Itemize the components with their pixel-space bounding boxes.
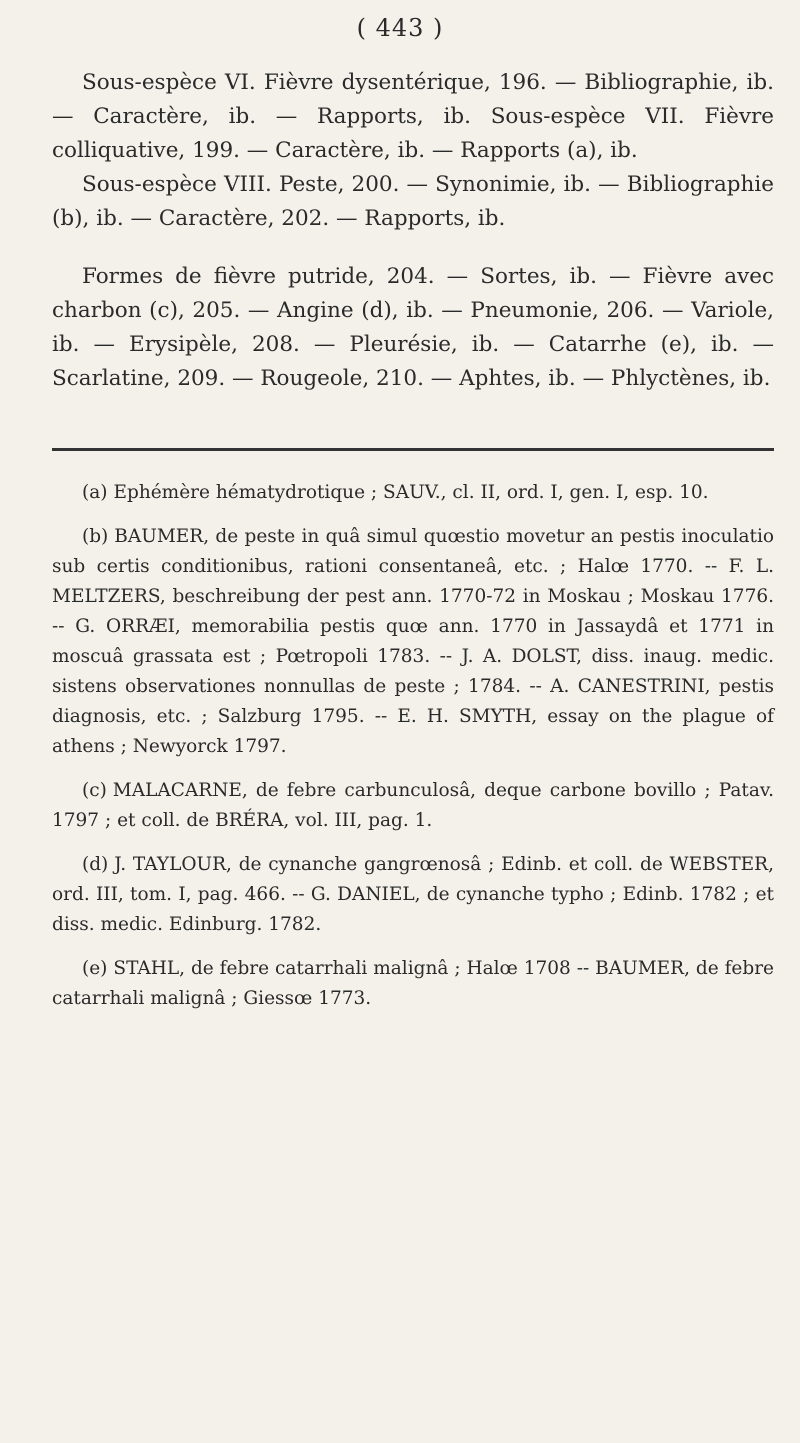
paragraph-plague: Sous-espèce VIII. Peste, 200. — Synonimie, ib. — Bibliographie (b), ib. — Caractère, 202. — Rapports, ib. [52,172,774,231]
footnote-text: MALACARNE, de febre carbunculosâ, deque carbone bovillo ; Patav. 1797 ; et coll. de BRÉRA, vol. III, pag. 1. [52,780,774,831]
footnote-text: BAUMER, de peste in quâ simul quœstio movetur an pestis inoculatio sub certis conditionibus, rationi consentaneâ, etc. ; Halœ 1770. -- F. L. MELTZERS, beschreibung der pest ann. 1770-72 in Moskau ; Moskau 1776. -- G. ORRÆI, memorabilia pestis quœ ann. 1770 in Jassaydâ et 1771 in moscuâ grassata est ; Pœtropoli 1783. -- J. A. DOLST, diss. inaug. medic. sistens observationes nonnullas de peste ; 1784. -- A. CANESTRINI, pestis diagnosis, etc. ; Salzburg 1795. -- E. H. SMYTH, essay on the plague of athens ; Newyorck 1797. [52,526,774,757]
footnote-key: (d) [82,854,109,875]
footnote-e [52,954,774,1014]
footnote-text: STAHL, de febre catarrhali malignâ ; Halœ 1708 -- BAUMER, de febre catarrhali malignâ ; Giessœ 1773. [52,958,774,1009]
footnote-text: J. TAYLOUR, de cynanche gangrœnosâ ; Edinb. et coll. de WEBSTER, ord. III, tom. I, pag. 466. -- G. DANIEL, de cynanche typho ; Edinb. 1782 ; et diss. medic. Edinburg. 1782. [52,854,774,935]
footnote-key: (b) [82,526,109,547]
page-number: ( 443 ) [356,14,444,42]
footnote-a [52,478,774,508]
footnote-key: (a) [82,482,108,503]
paragraph-putrid-fever-forms: Formes de fièvre putride, 204. — Sortes, ib. — Fièvre avec charbon (c), 205. — Angine (d), ib. — Pneumonie, 206. — Variole, ib. — Erysipèle, 208. — Pleurésie, ib. — Catarrhe (e), ib. — Scarlatine, 209. — Rougeole, 210. — Aphtes, ib. — Phlyctènes, ib. [52,264,774,391]
footnotes [52,478,774,1028]
footnote-c [52,776,774,836]
footnote-key: (e) [82,958,108,979]
footnote-divider [52,448,774,451]
footnote-text: Ephémère hématydrotique ; SAUV., cl. II, ord. I, gen. I, esp. 10. [113,482,709,503]
footnote-d [52,850,774,940]
footnote-b [52,522,774,762]
main-text [52,66,774,396]
footnote-key: (c) [82,780,107,801]
paragraph-subspecies: Sous-espèce VI. Fièvre dysentérique, 196. — Bibliographie, ib. — Caractère, ib. — Rapports, ib. Sous-espèce VII. Fièvre colliquative, 199. — Caractère, ib. — Rapports (a), ib. [52,70,774,163]
